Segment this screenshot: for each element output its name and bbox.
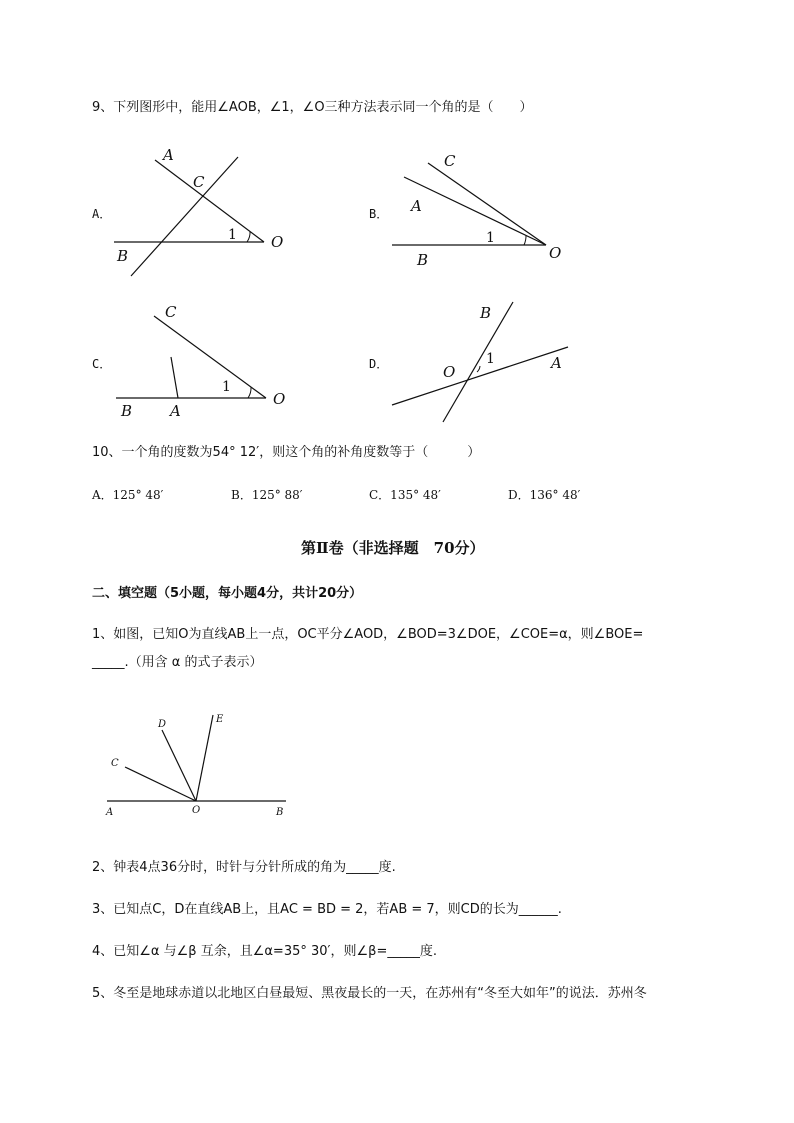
q9a-point-b: B <box>117 247 129 265</box>
q9-option-c-label: C． <box>92 357 112 371</box>
q10-option-a: A．125° 48′ <box>92 488 164 502</box>
q9c-point-a: A <box>170 402 181 420</box>
q9a-angle-1: 1 <box>228 227 237 243</box>
q9a-point-c: C <box>193 173 205 191</box>
q10-option-c: C．135° 48′ <box>369 488 441 502</box>
q9b-point-a: A <box>411 197 422 215</box>
fill-q4: 4、已知∠α 与∠β 互余，且∠α=35° 30′，则∠β=_____度. <box>92 944 437 959</box>
q10-stem: 10、一个角的度数为54° 12′，则这个角的补角度数等于（ ） <box>92 445 481 460</box>
fig-point-d: D <box>158 719 167 730</box>
fill-q1-line1: 1、如图，已知O为直线AB上一点，OC平分∠AOD，∠BOD=3∠DOE，∠COE=α，则∠BOE= <box>92 627 644 642</box>
q9b-point-b: B <box>417 251 429 269</box>
q9-option-b-label: B． <box>369 207 389 221</box>
q9b-angle-1: 1 <box>486 230 495 246</box>
q9d-point-o: O <box>443 363 456 381</box>
q9d-point-a: A <box>551 354 562 372</box>
fig-point-e: E <box>216 714 224 725</box>
fill-q2: 2、钟表4点36分时，时针与分针所成的角为_____度. <box>92 860 396 875</box>
fig-point-a: A <box>106 807 114 818</box>
fig-point-o: O <box>192 805 201 816</box>
q9a-point-o: O <box>271 233 284 251</box>
q9a-point-a: A <box>163 146 174 164</box>
q9b-point-o: O <box>549 244 562 262</box>
fill-q5: 5、冬至是地球赤道以北地区白昼最短、黑夜最长的一天，在苏州有“冬至大如年”的说法．苏州冬 <box>92 986 647 1001</box>
q10-option-d: D．136° 48′ <box>508 488 581 502</box>
q10-option-b: B．125° 88′ <box>231 488 303 502</box>
q9c-angle-1: 1 <box>222 379 231 395</box>
q9-option-d-label: D． <box>369 357 389 371</box>
fig-point-b: B <box>276 807 284 818</box>
q9c-point-b: B <box>121 402 133 420</box>
section-title: 第Ⅱ卷（非选择题 70分） <box>301 539 485 557</box>
fill-q3: 3、已知点C，D在直线AB上，且AC = BD = 2，若AB = 7，则CD的长为______. <box>92 902 562 917</box>
q9-stem: 9、下列图形中，能用∠AOB，∠1，∠O三种方法表示同一个角的是（ ） <box>92 100 533 115</box>
fig-point-c: C <box>111 758 119 769</box>
part-title: 二、填空题（5小题，每小题4分，共计20分） <box>92 586 363 601</box>
q9b-point-c: C <box>444 152 456 170</box>
q9-option-a-label: A． <box>92 207 112 221</box>
q9c-point-o: O <box>273 390 286 408</box>
q9d-point-b: B <box>480 304 492 322</box>
fill-q1-line2: _____.（用含 α 的式子表示） <box>92 655 263 670</box>
q9c-point-c: C <box>165 303 177 321</box>
q9d-angle-1: 1 <box>486 351 495 367</box>
